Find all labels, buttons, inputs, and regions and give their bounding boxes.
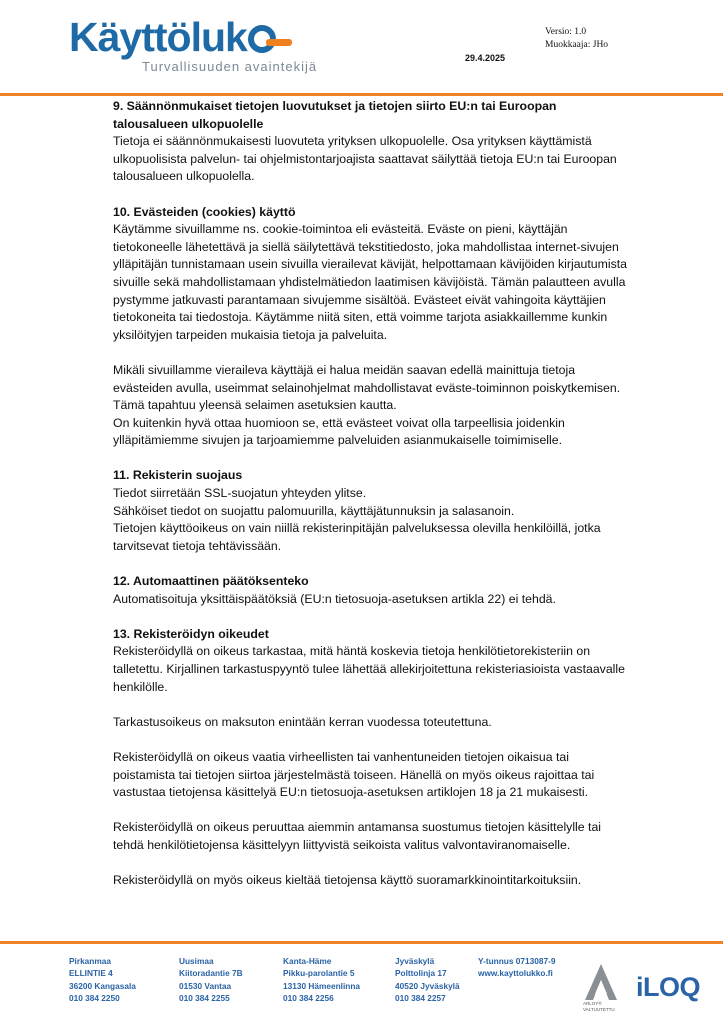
arloy-brand: ARLOY® bbox=[583, 1001, 602, 1006]
document-section bbox=[113, 872, 633, 890]
section-paragraph: Rekisteröidyllä on oikeus tarkastaa, mitä häntä koskevia tietoja henkilötietorekisteriin on talletettu. Kirjallinen tarkastuspyyntö tulee lähettää allekirjoitettuna rekisteriasioista vastaavalle henkilölle. bbox=[113, 644, 625, 694]
section-heading: 11. Rekisterin suojaus bbox=[113, 468, 243, 483]
section-paragraph: Tiedot siirretään SSL-suojatun yhteyden ylitse. bbox=[113, 486, 367, 501]
section-heading: 10. Evästeiden (cookies) käyttö bbox=[113, 204, 296, 219]
footer-line: 01530 Vantaa bbox=[179, 980, 232, 991]
footer-line: 13130 Hämeenlinna bbox=[283, 980, 361, 991]
section-paragraph: Tarkastusoikeus on maksuton enintään kerran vuodessa toteutettuna. bbox=[113, 714, 492, 729]
document-section bbox=[113, 467, 633, 555]
footer-office-jyvaskyla bbox=[395, 955, 460, 1005]
section-heading: 9. Säännönmukaiset tietojen luovutukset ja tietojen siirto EU:n tai Euroopan talousalueen ulkopuolelle bbox=[113, 99, 557, 131]
footer-line: 010 384 2255 bbox=[179, 993, 230, 1004]
document-section bbox=[113, 204, 633, 345]
footer-office-uusimaa bbox=[179, 955, 243, 1005]
footer-company-info bbox=[478, 955, 555, 980]
arloy-authorized: VALTUUTETTU bbox=[583, 1007, 615, 1012]
section-paragraph: Rekisteröidyllä on oikeus peruuttaa aiemmin antamansa suostumus tietojen käsittelylle tai tehdä henkilötietojensa käsittelyyn liittyvistä seikoista valitus valvontaviranomaiselle. bbox=[113, 820, 602, 852]
document-section bbox=[113, 573, 633, 608]
logo-key-icon bbox=[266, 39, 292, 46]
footer-line: Kiitoradantie 7B bbox=[179, 968, 243, 979]
section-paragraph: Käytämme sivuillamme ns. cookie-toimintoa eli evästeitä. Eväste on pieni, käyttäjän tietokoneelle lähetettävä ja siellä säilytettävä tekstitiedosto, joka mahdollistaa internet-sivujen ylläpitäjän tunnistamaan usein sivuilla vierailevat kävijät, helpottamaan kävijöiden kirjautumista sivuille sekä mahdollistamaan yhdistelmätiedon laatimisen kävijöistä. Tämän palautteen avulla pystymme jatkuvasti parantamaan sivujemme sisältöä. Evästeet eivät vahingoita käyttäjien tietokoneita tai tiedostoja. Käytämme niitä siten, että voimme tarjota asiakkaillemme kunkin yksilöityjen tarpeiden mukaisia tietoja ja palveluita. bbox=[113, 222, 628, 342]
footer-line: Pikku-parolantie 5 bbox=[283, 968, 355, 979]
logo-wordmark: Käyttöluk bbox=[69, 14, 276, 61]
section-paragraph: Automatisoituja yksittäispäätöksiä (EU:n tietosuoja-asetuksen artikla 22) ei tehdä. bbox=[113, 591, 556, 606]
section-paragraph: Tietoja ei säännönmukaisesti luovuteta yrityksen ulkopuolelle. Osa yrityksen käyttämistä ulkopuolisista palvelun- tai ohjelmistontarjoajista saattavat säilyttää tietoja EU:n tai Euroopan talousalueen ulkopuolella. bbox=[113, 134, 617, 184]
footer-line: 40520 Jyväskylä bbox=[395, 980, 460, 991]
footer-line: 36200 Kangasala bbox=[69, 980, 136, 991]
document-body bbox=[113, 98, 633, 907]
section-paragraph: Sähköiset tiedot on suojattu palomuurilla, käyttäjätunnuksin ja salasanoin. bbox=[113, 503, 515, 518]
footer-line: 010 384 2256 bbox=[283, 993, 334, 1004]
section-paragraph: On kuitenkin hyvä ottaa huomioon se, että evästeet voivat olla tarpeellisia joidenkin ylläpitämiemme sivujen ja tarjoamiemme palveluiden asianmukaiselle toimimiselle. bbox=[113, 415, 565, 448]
document-version: Versio: 1.0 bbox=[545, 27, 587, 37]
document-date: 29.4.2025 bbox=[465, 53, 506, 63]
business-id: Y-tunnus 0713087-9 bbox=[478, 956, 556, 966]
section-heading: 13. Rekisteröidyn oikeudet bbox=[113, 626, 269, 641]
iloq-logo: iLOQ bbox=[636, 972, 700, 1002]
footer-line: Jyväskylä bbox=[395, 956, 435, 966]
footer-divider bbox=[0, 941, 723, 944]
logo-key-ring bbox=[248, 25, 276, 53]
section-paragraph: Mikäli sivuillamme vieraileva käyttäjä ei halua meidän saavan edellä mainittuja tietoja evästeiden avulla, useimmat selainohjelmat mahdollistavat eväste-toiminnon poiskytkemisen. Tämä tapahtuu yleensä selaimen asetuksien kautta. bbox=[113, 362, 621, 413]
document-section bbox=[113, 819, 633, 854]
footer-line: Kanta-Häme bbox=[283, 956, 332, 966]
document-section bbox=[113, 626, 633, 696]
section-paragraph: Rekisteröidyllä on myös oikeus kieltää tietojensa käyttö suoramarkkinointitarkoituksiin. bbox=[113, 873, 582, 888]
footer-line: ELLINTIE 4 bbox=[69, 968, 113, 979]
document-section bbox=[113, 749, 633, 802]
section-paragraph: Rekisteröidyllä on oikeus vaatia virheellisten tai vanhentuneiden tietojen oikaisua tai poistamista tai tietojen siirtoa järjestelmästä toiseen. Hänellä on myös oikeus rajoittaa tai vastustaa tietojensa käsittelyä EU:n tietosuoja-asetuksen artiklojen 18 ja 21 mukaisesti. bbox=[113, 749, 595, 800]
footer-office-kanta-hame bbox=[283, 955, 360, 1005]
header-divider bbox=[0, 93, 723, 96]
logo-tagline: Turvallisuuden avaintekijä bbox=[142, 59, 318, 74]
arloy-caption bbox=[583, 1001, 615, 1013]
section-heading: 12. Automaattinen päätöksenteko bbox=[113, 574, 309, 589]
footer-line: 010 384 2250 bbox=[69, 993, 120, 1004]
document-editor: Muokkaaja: JHo bbox=[545, 40, 609, 50]
document-section bbox=[113, 362, 633, 450]
document-section bbox=[113, 98, 633, 186]
website-link[interactable]: www.kayttolukko.fi bbox=[478, 968, 553, 979]
section-paragraph: Tietojen käyttöoikeus on vain niillä rekisterinpitäjän palveluksessa olevilla henkilöillä, jotka tarvitsevat tietoja tehtävissään. bbox=[113, 521, 601, 553]
footer-line: Pirkanmaa bbox=[69, 956, 111, 966]
footer-office-pirkanmaa bbox=[69, 955, 136, 1005]
company-logo bbox=[69, 14, 319, 78]
footer-line: Uusimaa bbox=[179, 956, 214, 966]
document-section bbox=[113, 714, 633, 732]
document-meta bbox=[545, 26, 608, 52]
footer-line: Polttolinja 17 bbox=[395, 968, 447, 979]
footer-line: 010 384 2257 bbox=[395, 993, 446, 1004]
